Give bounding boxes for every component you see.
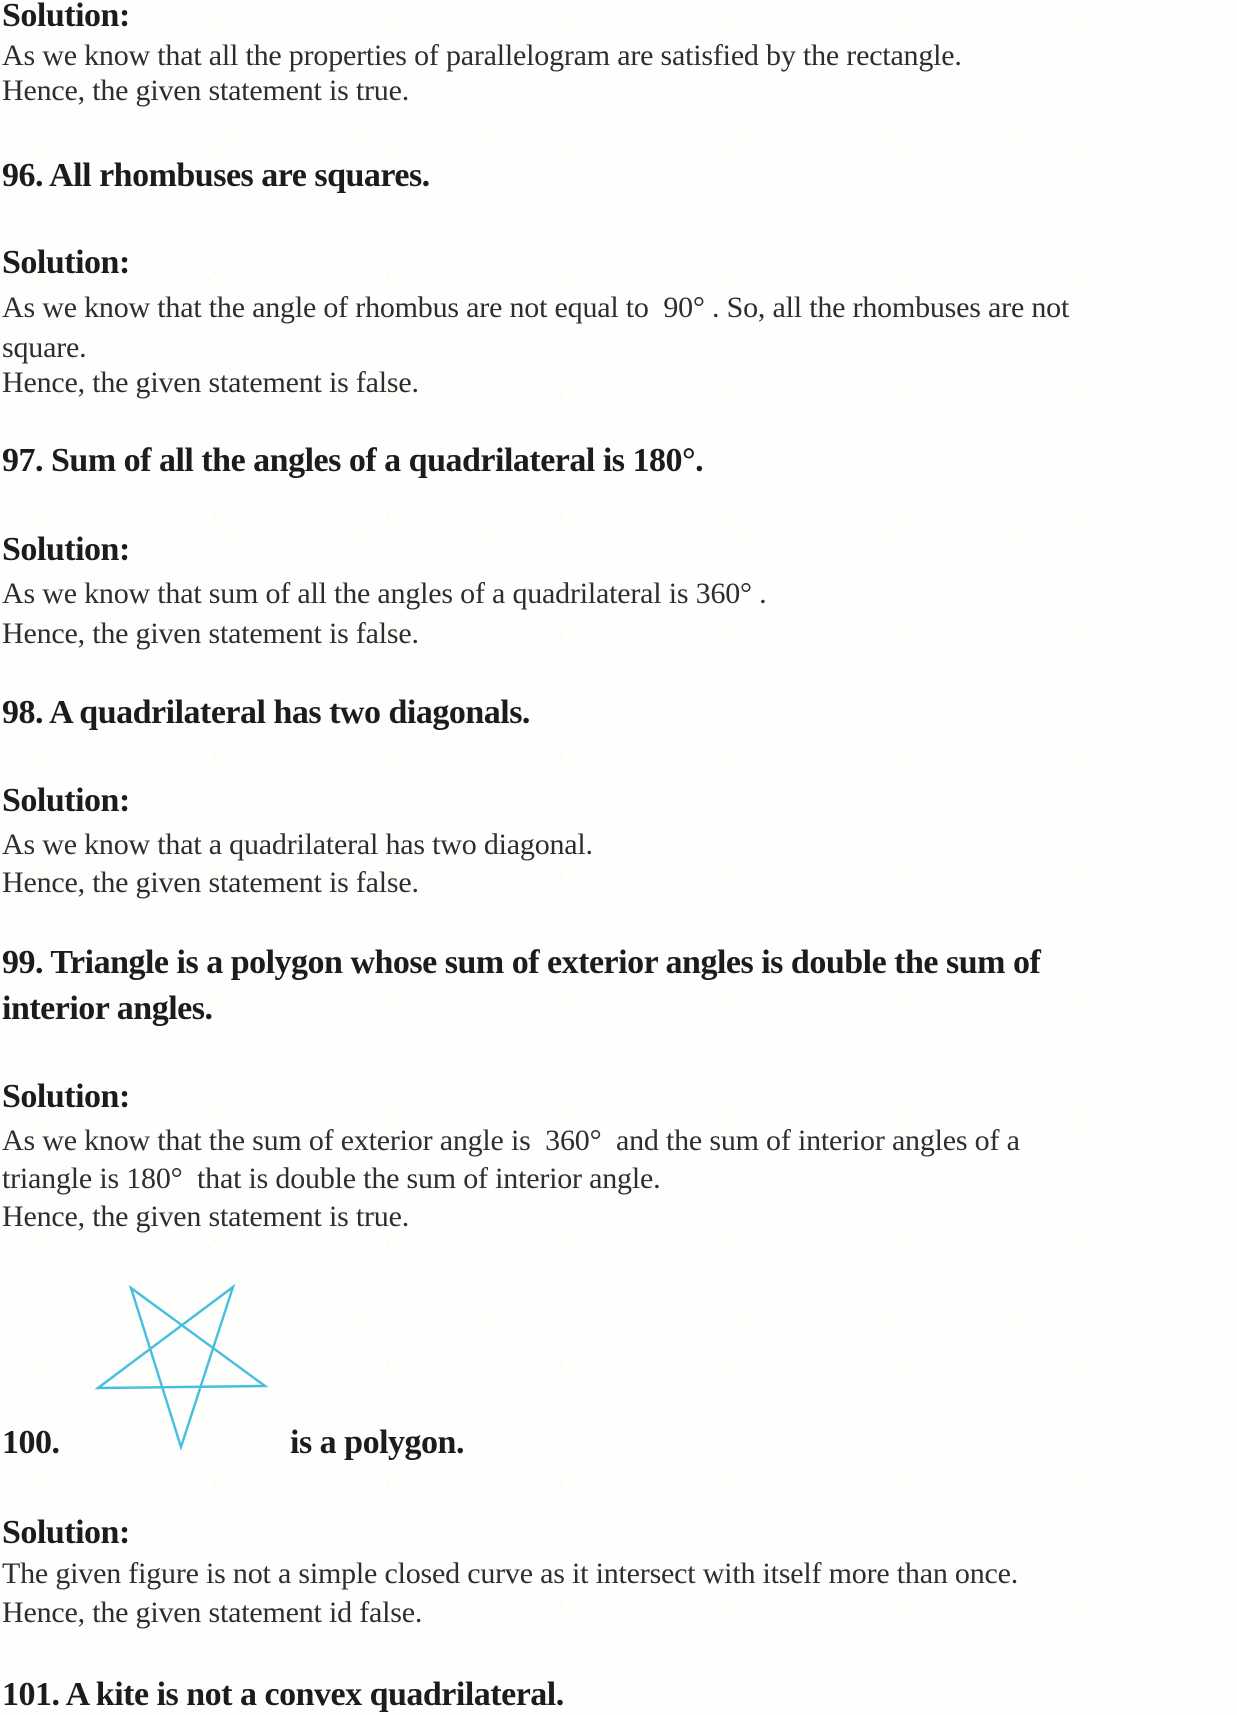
solution-text-line: As we know that sum of all the angles of a quadrilateral is 360° .: [2, 577, 767, 610]
question-100-text: is a polygon.: [290, 1424, 464, 1461]
solution-text-line: The given figure is not a simple closed curve as it intersect with itself more than once.: [2, 1557, 1019, 1590]
solution-text-line: As we know that all the properties of parallelogram are satisfied by the rectangle.: [2, 39, 962, 72]
solution-heading: Solution:: [2, 1078, 130, 1115]
solution-text-line: As we know that the angle of rhombus are not equal to 90° . So, all the rhombuses are not: [2, 291, 1070, 324]
solution-text-line: Hence, the given statement is false.: [2, 366, 419, 399]
question-99-heading: 99. Triangle is a polygon whose sum of exterior angles is double the sum of: [2, 944, 1041, 981]
question-101-heading: 101. A kite is not a convex quadrilateral.: [2, 1676, 564, 1713]
question-99-heading-line-2: interior angles.: [2, 990, 213, 1027]
solution-text-line: As we know that a quadrilateral has two diagonal.: [2, 828, 593, 861]
question-96-heading: 96. All rhombuses are squares.: [2, 157, 430, 194]
pentagram-star-figure: [95, 1283, 269, 1451]
question-97-heading: 97. Sum of all the angles of a quadrilateral is 180°.: [2, 442, 704, 479]
question-100-number: 100.: [2, 1424, 60, 1461]
solution-heading: Solution:: [2, 782, 130, 819]
solution-text-line: Hence, the given statement is true.: [2, 1200, 410, 1233]
question-98-heading: 98. A quadrilateral has two diagonals.: [2, 694, 530, 731]
solution-heading: Solution:: [2, 244, 130, 281]
solution-text-line: triangle is 180° that is double the sum of interior angle.: [2, 1162, 661, 1195]
solution-heading: Solution:: [2, 531, 130, 568]
solution-text-line: As we know that the sum of exterior angle is 360° and the sum of interior angles of a: [2, 1124, 1020, 1157]
solution-text-line: Hence, the given statement id false.: [2, 1596, 423, 1629]
solution-text-line: Hence, the given statement is false.: [2, 617, 419, 650]
solution-heading: Solution:: [2, 1514, 130, 1551]
solution-heading: Solution:: [2, 0, 130, 34]
solution-text-line: Hence, the given statement is true.: [2, 74, 410, 107]
solution-text-line: square.: [2, 331, 87, 364]
solution-text-line: Hence, the given statement is false.: [2, 866, 419, 899]
